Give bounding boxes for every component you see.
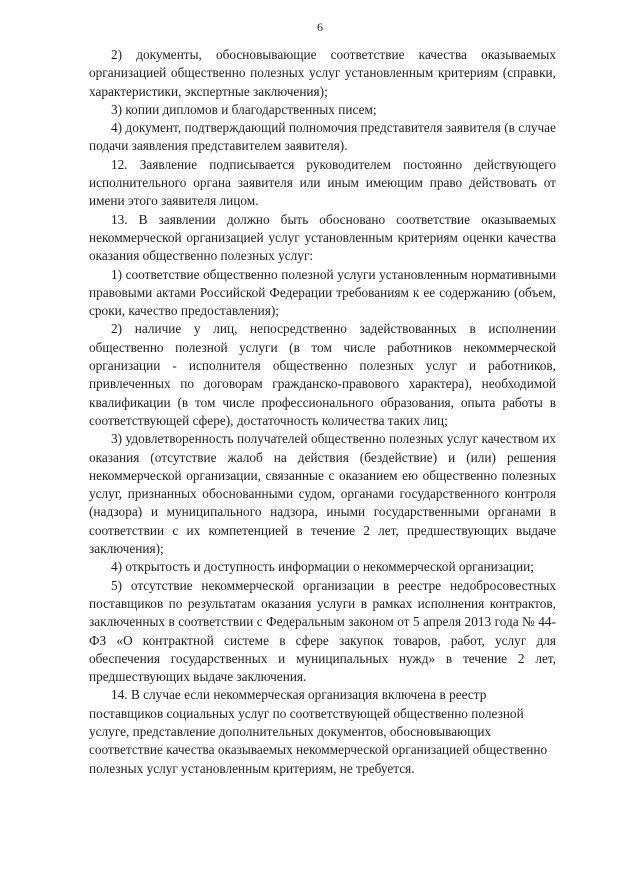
criterion-5-registry: 5) отсутствие некоммерческой организации в реестре недобросовестных поставщиков по результатам оказания услуги в рамках исполнения контрактов, заключенных в соответствии с Федеральным законом от 5 апреля 2013 года № 44-ФЗ «О контрактной системе в сфере закупок товаров, работ, услуг для обеспечения государственных и муниципальных нужд» в течение 2 лет, предшествующих выдаче заключения. <box>89 577 556 685</box>
criterion-4-openness: 4) открытость и доступность информации о некоммерческой организации; <box>111 559 534 575</box>
page-number: 6 <box>317 20 323 34</box>
paragraph-item-2-documents: 2) документы, обосновывающие соответствие качества оказываемых организацией общественно полезных услуг установленным критериям (справки, характеристики, экспертные заключения); <box>89 47 556 99</box>
criterion-2-qualification: 2) наличие у лиц, непосредственно задействованных в исполнении общественно полезной услуги (в том числе работников некоммерческой организации - исполнителя общественно полезных услуг и работников, привлеченных по договорам гражданско-правового характера), необходимой квалификации (в том числе профессионального образования, опыта работы в соответствующей сфере), достаточность количества таких лиц; <box>89 321 556 428</box>
document-body <box>89 46 556 778</box>
criterion-3-satisfaction: 3) удовлетворенность получателей общественно полезных услуг качеством их оказания (отсутствие жалоб на действия (бездействие) и (или) решения некоммерческой организации, связанные с оказанием ею общественно полезных услуг, признанных обоснованными судом, органами государственного контроля (надзора) и муниципального надзора, иными государственными органами в соответствии с их компетенцией в течение 2 лет, предшествующих выдаче заключения); <box>89 431 556 557</box>
paragraph-14-exemption: 14. В случае если некоммерческая организация включена в реестр поставщиков социальных услуг по соответствующей общественно полезной услуге, представление дополнительных документов, обосновывающих соответствие качества оказываемых некоммерческой организацией общественно полезных услуг установленным критериям, не требуется. <box>89 687 548 776</box>
paragraph-item-3-diplomas: 3) копии дипломов и благодарственных писем; <box>111 101 377 117</box>
paragraph-12-signature: 12. Заявление подписывается руководителем постоянно действующего исполнительного органа заявителя или иным имеющим право действовать от имени этого заявителя лицом. <box>89 156 556 209</box>
paragraph-item-4-authority: 4) документ, подтверждающий полномочия представителя заявителя (в случае подачи заявления представителем заявителя). <box>89 120 556 154</box>
criterion-1-compliance: 1) соответствие общественно полезной услуги установленным нормативными правовыми актами Российской Федерации требованиям к ее содержанию (объем, сроки, качество предоставления); <box>89 266 556 319</box>
paragraph-13-criteria: 13. В заявлении должно быть обосновано соответствие оказываемых некоммерческой организацией услуг установленным критериям оценки качества оказания общественно полезных услуг: <box>89 211 556 264</box>
